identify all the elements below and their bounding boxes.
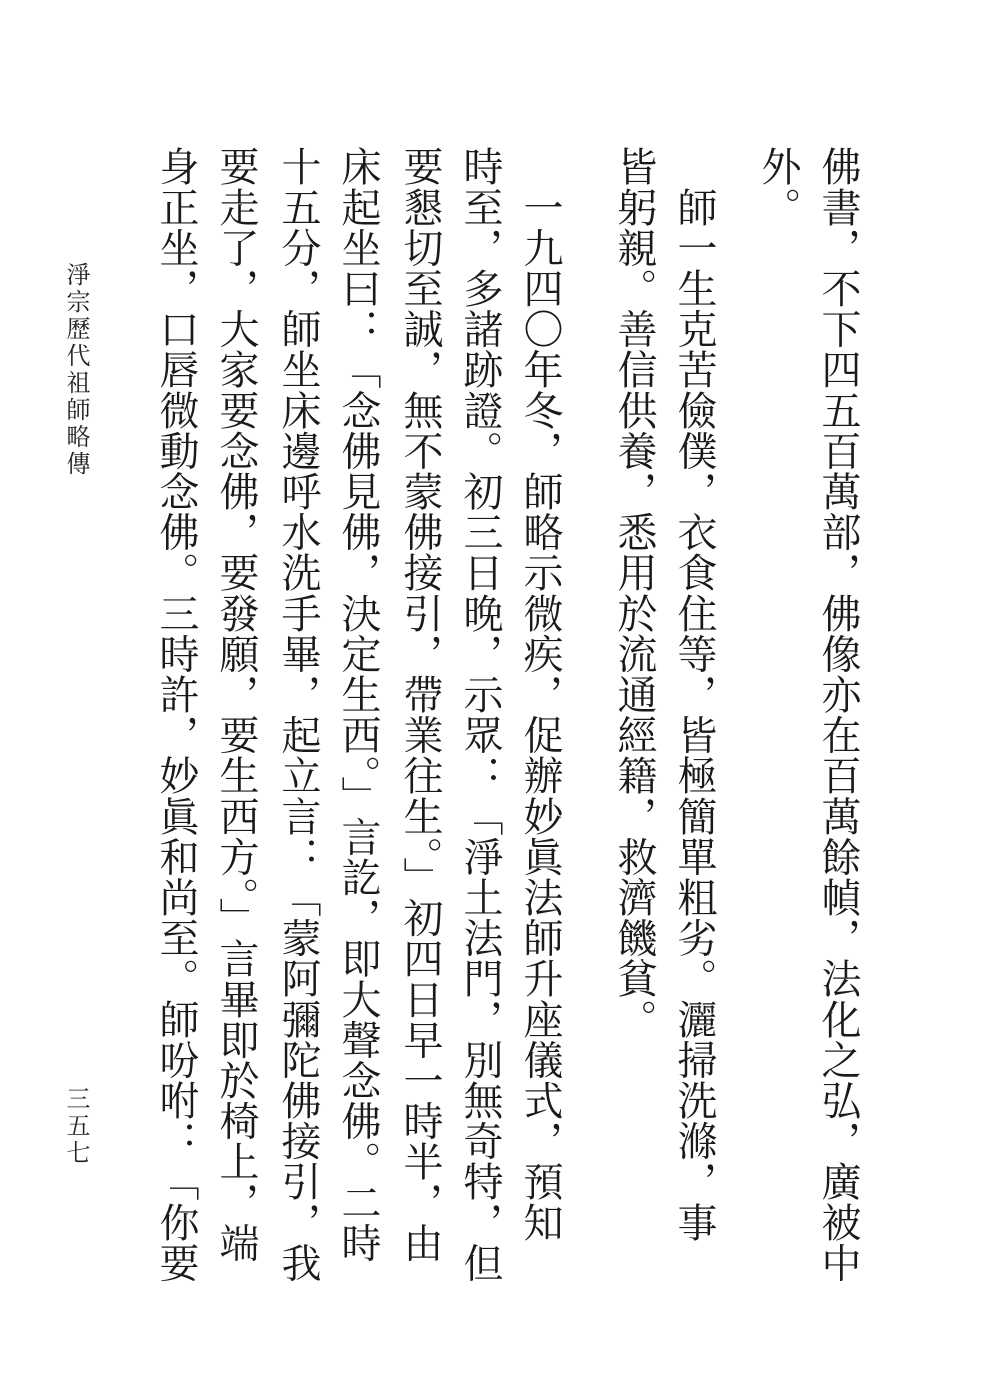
text-column-9: 十五分，師坐床邊呼水洗手畢，起立言：「蒙阿彌陀佛接引，我 [275,146,321,1283]
text-column-7: 要懇切至誠，無不蒙佛接引，帶業往生。」初四日早一時半，由 [397,146,443,1263]
text-column-11: 身正坐，口唇微動念佛。三時許，妙眞和尚至。師吩咐：「你要 [153,146,199,1283]
text-column-6: 時至，多諸跡證。初三日晚，示眾：「淨土法門，別無奇特，但 [457,146,503,1283]
text-column-8: 床起坐曰：「念佛見佛，決定生西。」言訖，即大聲念佛。二時 [335,146,381,1263]
text-column-2: 外。 [755,146,801,228]
text-column-4: 皆躬親。善信供養，悉用於流通經籍，救濟饑貧。 [611,146,657,1040]
text-column-5: 一九四〇年冬，師略示微疾，促辦妙眞法師升座儀式，預知 [517,146,563,1243]
book-title: 淨宗歷代祖師略傳 [62,262,90,478]
text-column-1: 佛書，不下四五百萬部，佛像亦在百萬餘幀，法化之弘，廣被中 [815,146,861,1283]
text-column-3: 師一生克苦儉僕，衣食住等，皆極簡單粗劣。灑掃洗滌，事 [671,146,717,1243]
text-column-10: 要走了，大家要念佛，要發願，要生西方。」言畢即於椅上，端 [213,146,259,1263]
page-number: 三五七 [62,1086,90,1167]
